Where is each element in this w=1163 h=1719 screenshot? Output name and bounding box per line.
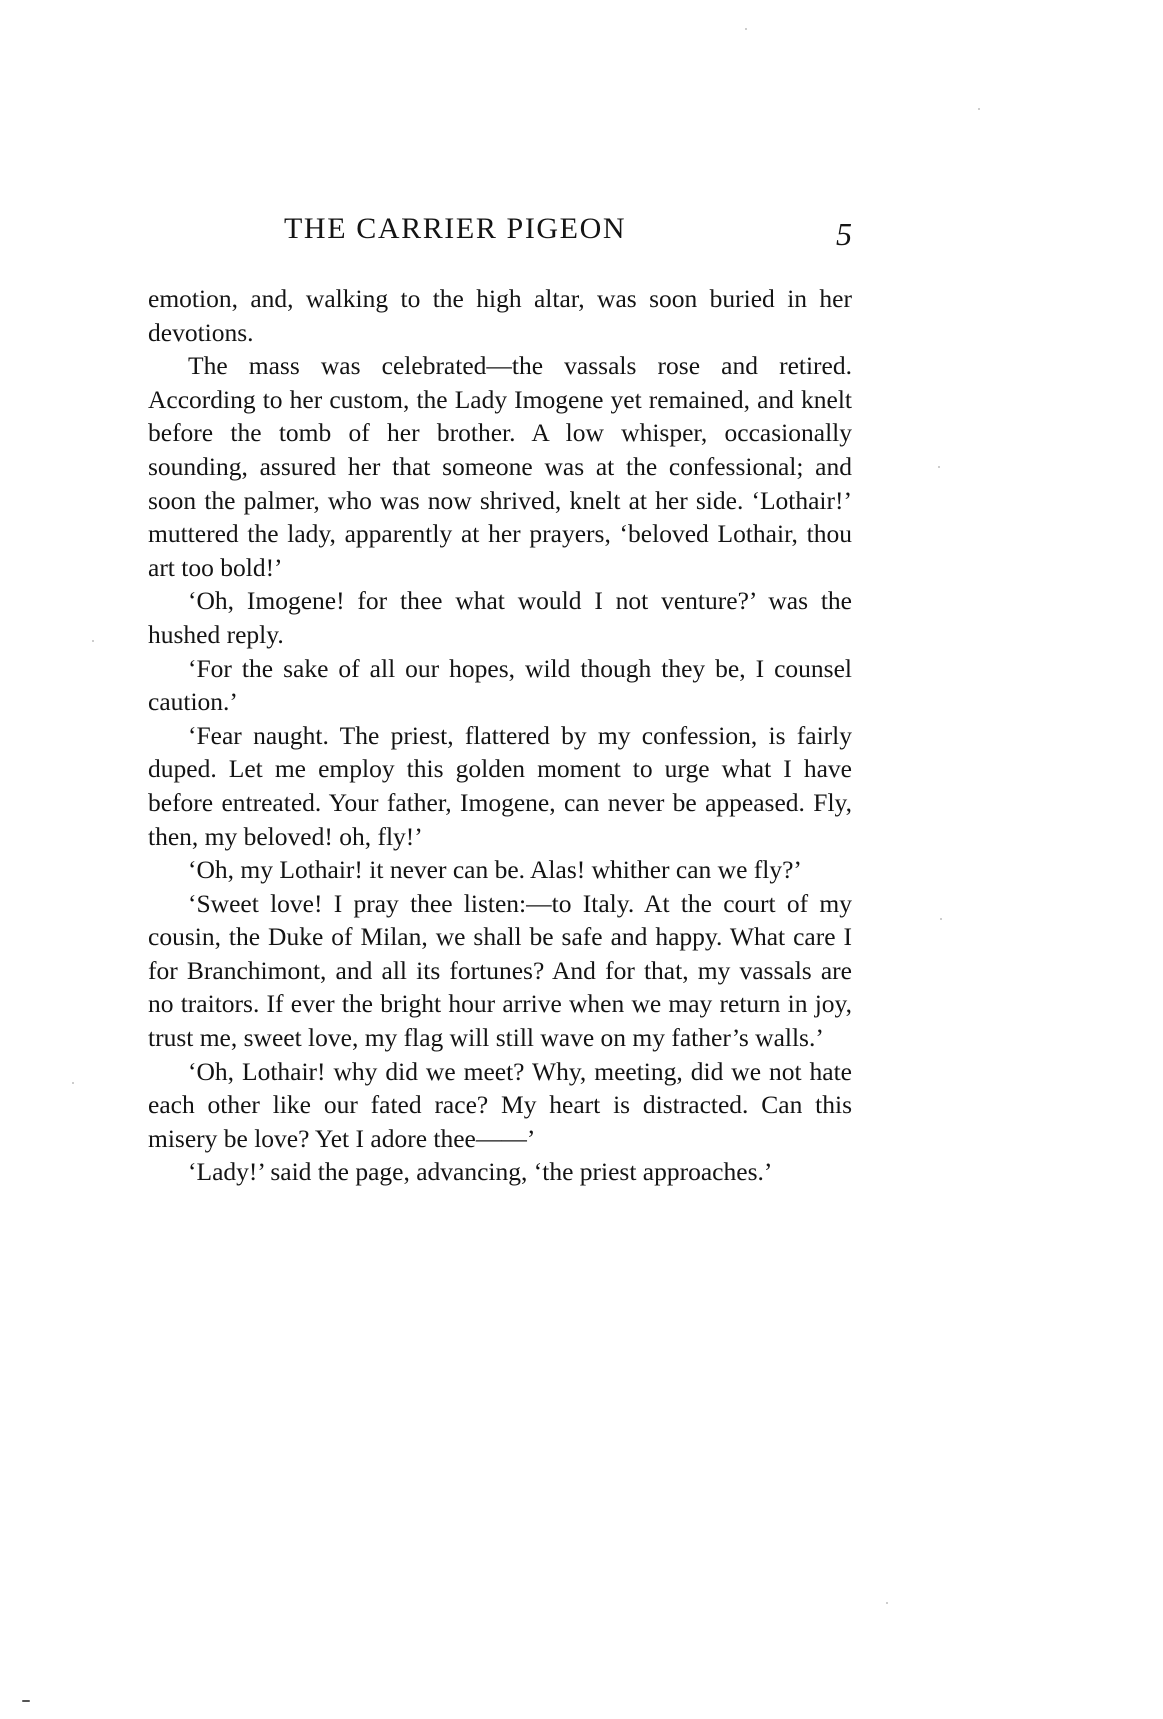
scan-speck bbox=[22, 1700, 30, 1702]
paragraph: The mass was celebrated—the vassals rose and retired. According to her custom, the Lady Imogene yet remained, and knelt before the tomb of her brother. A low whisper, occasionally sounding, assured her that someone was at the confessional; and soon the palmer, who was now shrived, knelt at her side. ‘Lothair!’ muttered the lady, apparently at her prayers, ‘beloved Lothair, thou art too bold!’ bbox=[148, 351, 852, 582]
page-number: 5 bbox=[836, 216, 852, 252]
paragraph: ‘Lady!’ said the page, advancing, ‘the priest approaches.’ bbox=[188, 1157, 773, 1187]
paragraph: ‘Sweet love! I pray thee listen:—to Italy. At the court of my cousin, the Duke of Milan, we shall be safe and happy. What care I for Branchimont, and all its fortunes? And for that, my vassals are no traitors. If ever the bright hour arrive when we may return in joy, trust me, sweet love, my flag will still wave on my father’s walls.’ bbox=[148, 888, 852, 1053]
scan-speck bbox=[92, 640, 94, 642]
scan-speck bbox=[745, 28, 747, 30]
scan-speck bbox=[940, 918, 942, 920]
running-head bbox=[148, 212, 852, 252]
scan-speck bbox=[72, 1082, 74, 1084]
paragraph: ‘Oh, Imogene! for thee what would I not venture?’ was the hushed reply. bbox=[148, 586, 852, 649]
running-title: THE CARRIER PIGEON bbox=[284, 212, 627, 245]
scan-speck bbox=[978, 108, 980, 110]
scan-speck bbox=[886, 1602, 888, 1604]
paragraph: ‘Fear naught. The priest, flattered by my confession, is fairly duped. Let me employ this golden moment to urge what I have before entreated. Your father, Imogene, can never be appeased. Fly, then, my beloved! oh, fly!’ bbox=[148, 720, 852, 851]
paragraph: ‘Oh, Lothair! why did we meet? Why, meeting, did we not hate each other like our fated race? My heart is distracted. Can this misery be love? Yet I adore thee——’ bbox=[148, 1056, 852, 1153]
paragraph: emotion, and, walking to the high altar, was soon buried in her devotions. bbox=[148, 284, 852, 347]
body-text bbox=[148, 282, 852, 1189]
paragraph: ‘Oh, my Lothair! it never can be. Alas! whither can we fly?’ bbox=[188, 855, 802, 885]
paragraph: ‘For the sake of all our hopes, wild though they be, I counsel caution.’ bbox=[148, 653, 852, 717]
scan-speck bbox=[938, 466, 940, 468]
